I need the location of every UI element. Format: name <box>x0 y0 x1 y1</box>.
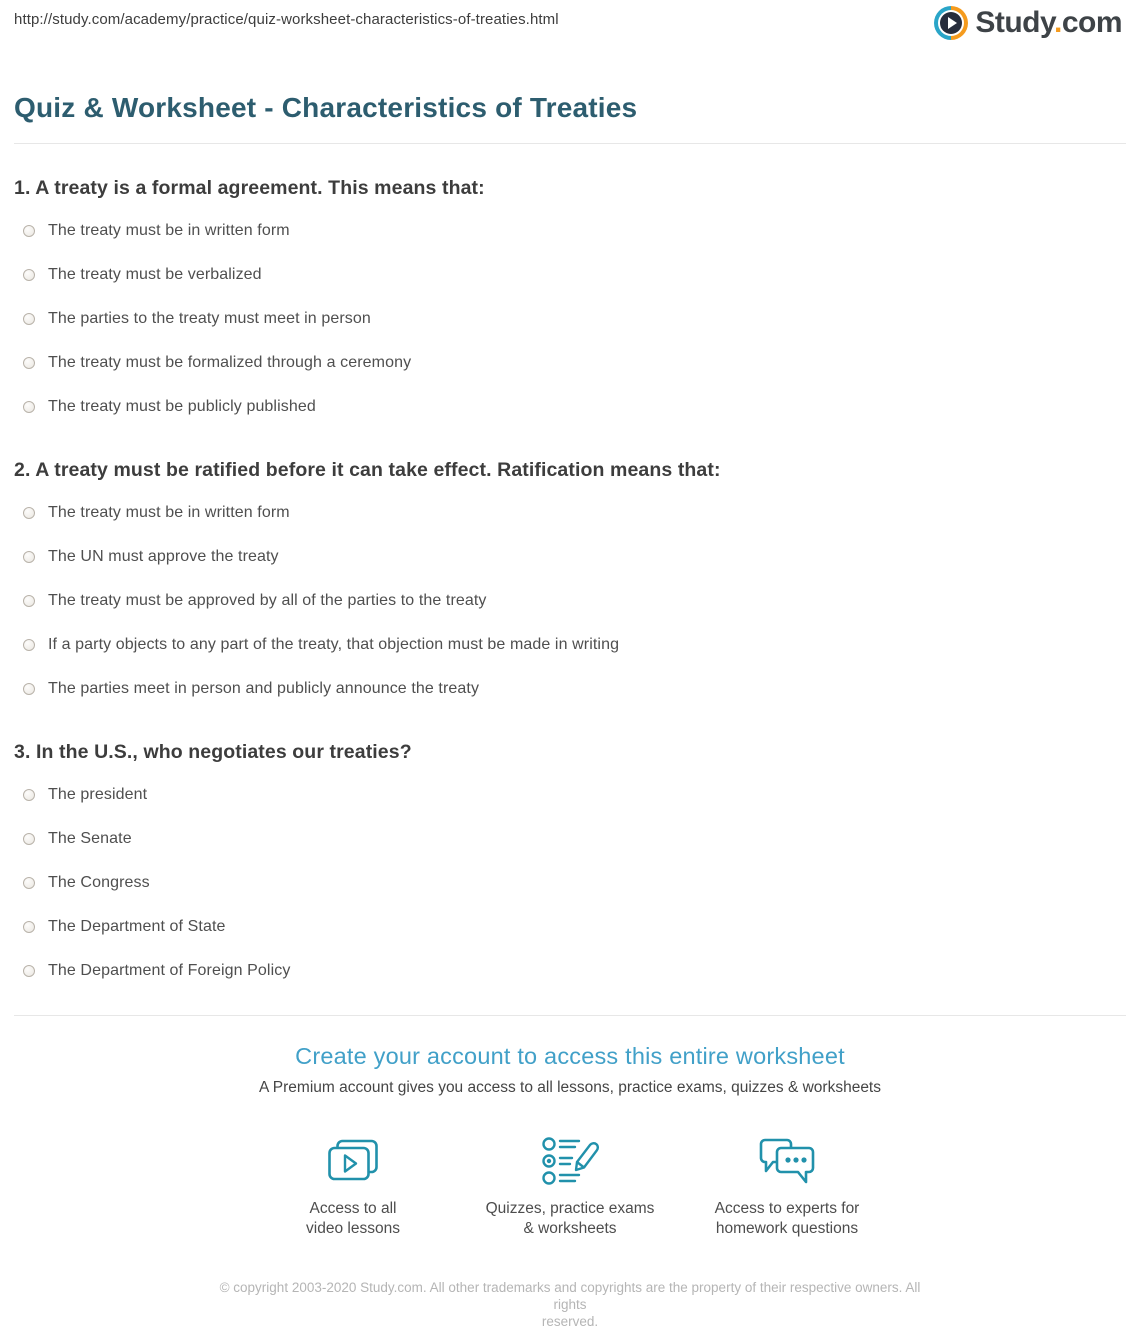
title-divider <box>14 143 1126 144</box>
question-2-option-5[interactable]: The parties meet in person and publicly announce the treaty <box>23 679 1126 699</box>
video-lessons-icon <box>245 1131 462 1193</box>
question-3-option-5[interactable]: The Department of Foreign Policy <box>23 961 1126 981</box>
radio-button-icon[interactable] <box>23 357 35 369</box>
radio-button-icon[interactable] <box>23 507 35 519</box>
radio-button-icon[interactable] <box>23 401 35 413</box>
radio-button-icon[interactable] <box>23 877 35 889</box>
radio-button-icon[interactable] <box>23 595 35 607</box>
question-2-text: 2. A treaty must be ratified before it can take effect. Ratification means that: <box>14 459 721 481</box>
quiz-worksheet-icon <box>462 1131 679 1193</box>
question-2-option-4[interactable]: If a party objects to any part of the treaty, that objection must be made in writing <box>23 635 1126 655</box>
radio-button-icon[interactable] <box>23 269 35 281</box>
cta-heading: Create your account to access this entire worksheet <box>295 1043 845 1069</box>
feature-quizzes-worksheets <box>462 1131 679 1239</box>
feature-list <box>14 1131 1126 1239</box>
question-1 <box>14 177 1126 417</box>
question-2-option-1[interactable]: The treaty must be in written form <box>23 503 1126 523</box>
radio-button-icon[interactable] <box>23 313 35 325</box>
radio-button-icon[interactable] <box>23 789 35 801</box>
chat-experts-icon <box>679 1131 896 1193</box>
create-account-section <box>14 1043 1126 1239</box>
cta-subheading: A Premium account gives you access to all lessons, practice exams, quizzes & worksheets <box>259 1079 881 1096</box>
question-3-option-1[interactable]: The president <box>23 785 1126 805</box>
question-1-option-4[interactable]: The treaty must be formalized through a ceremony <box>23 353 1126 373</box>
feature-label: Access to experts for homework questions <box>714 1200 860 1237</box>
question-2 <box>14 459 1126 699</box>
question-3-option-4[interactable]: The Department of State <box>23 917 1126 937</box>
copyright-footer: © copyright 2003-2020 Study.com. All other trademarks and copyrights are the property of their respective owners. All rights reserved. <box>219 1280 921 1329</box>
radio-button-icon[interactable] <box>23 921 35 933</box>
page-url: http://study.com/academy/practice/quiz-worksheet-characteristics-of-treaties.html <box>14 11 559 28</box>
question-1-option-5[interactable]: The treaty must be publicly published <box>23 397 1126 417</box>
question-3 <box>14 741 1126 981</box>
question-2-options <box>14 503 1126 699</box>
studycom-play-icon <box>934 6 968 40</box>
question-1-text: 1. A treaty is a formal agreement. This means that: <box>14 177 485 199</box>
feature-expert-help <box>679 1131 896 1239</box>
feature-video-lessons <box>245 1131 462 1239</box>
feature-label: Access to all video lessons <box>306 1200 400 1237</box>
feature-label: Quizzes, practice exams & worksheets <box>485 1200 655 1237</box>
question-1-option-3[interactable]: The parties to the treaty must meet in person <box>23 309 1126 329</box>
question-1-options <box>14 221 1126 417</box>
studycom-logo-text: Study.com <box>975 6 1122 39</box>
radio-button-icon[interactable] <box>23 683 35 695</box>
section-divider <box>14 1015 1126 1016</box>
page-title: Quiz & Worksheet - Characteristics of Treaties <box>14 92 638 123</box>
radio-button-icon[interactable] <box>23 225 35 237</box>
question-3-option-2[interactable]: The Senate <box>23 829 1126 849</box>
radio-button-icon[interactable] <box>23 639 35 651</box>
page-header <box>0 0 1140 50</box>
question-3-option-3[interactable]: The Congress <box>23 873 1126 893</box>
radio-button-icon[interactable] <box>23 833 35 845</box>
studycom-logo[interactable] <box>934 6 1122 40</box>
question-2-option-2[interactable]: The UN must approve the treaty <box>23 547 1126 567</box>
question-3-text: 3. In the U.S., who negotiates our treaties? <box>14 741 412 763</box>
question-2-option-3[interactable]: The treaty must be approved by all of the parties to the treaty <box>23 591 1126 611</box>
question-3-options <box>14 785 1126 981</box>
question-1-option-1[interactable]: The treaty must be in written form <box>23 221 1126 241</box>
radio-button-icon[interactable] <box>23 551 35 563</box>
radio-button-icon[interactable] <box>23 965 35 977</box>
question-1-option-2[interactable]: The treaty must be verbalized <box>23 265 1126 285</box>
